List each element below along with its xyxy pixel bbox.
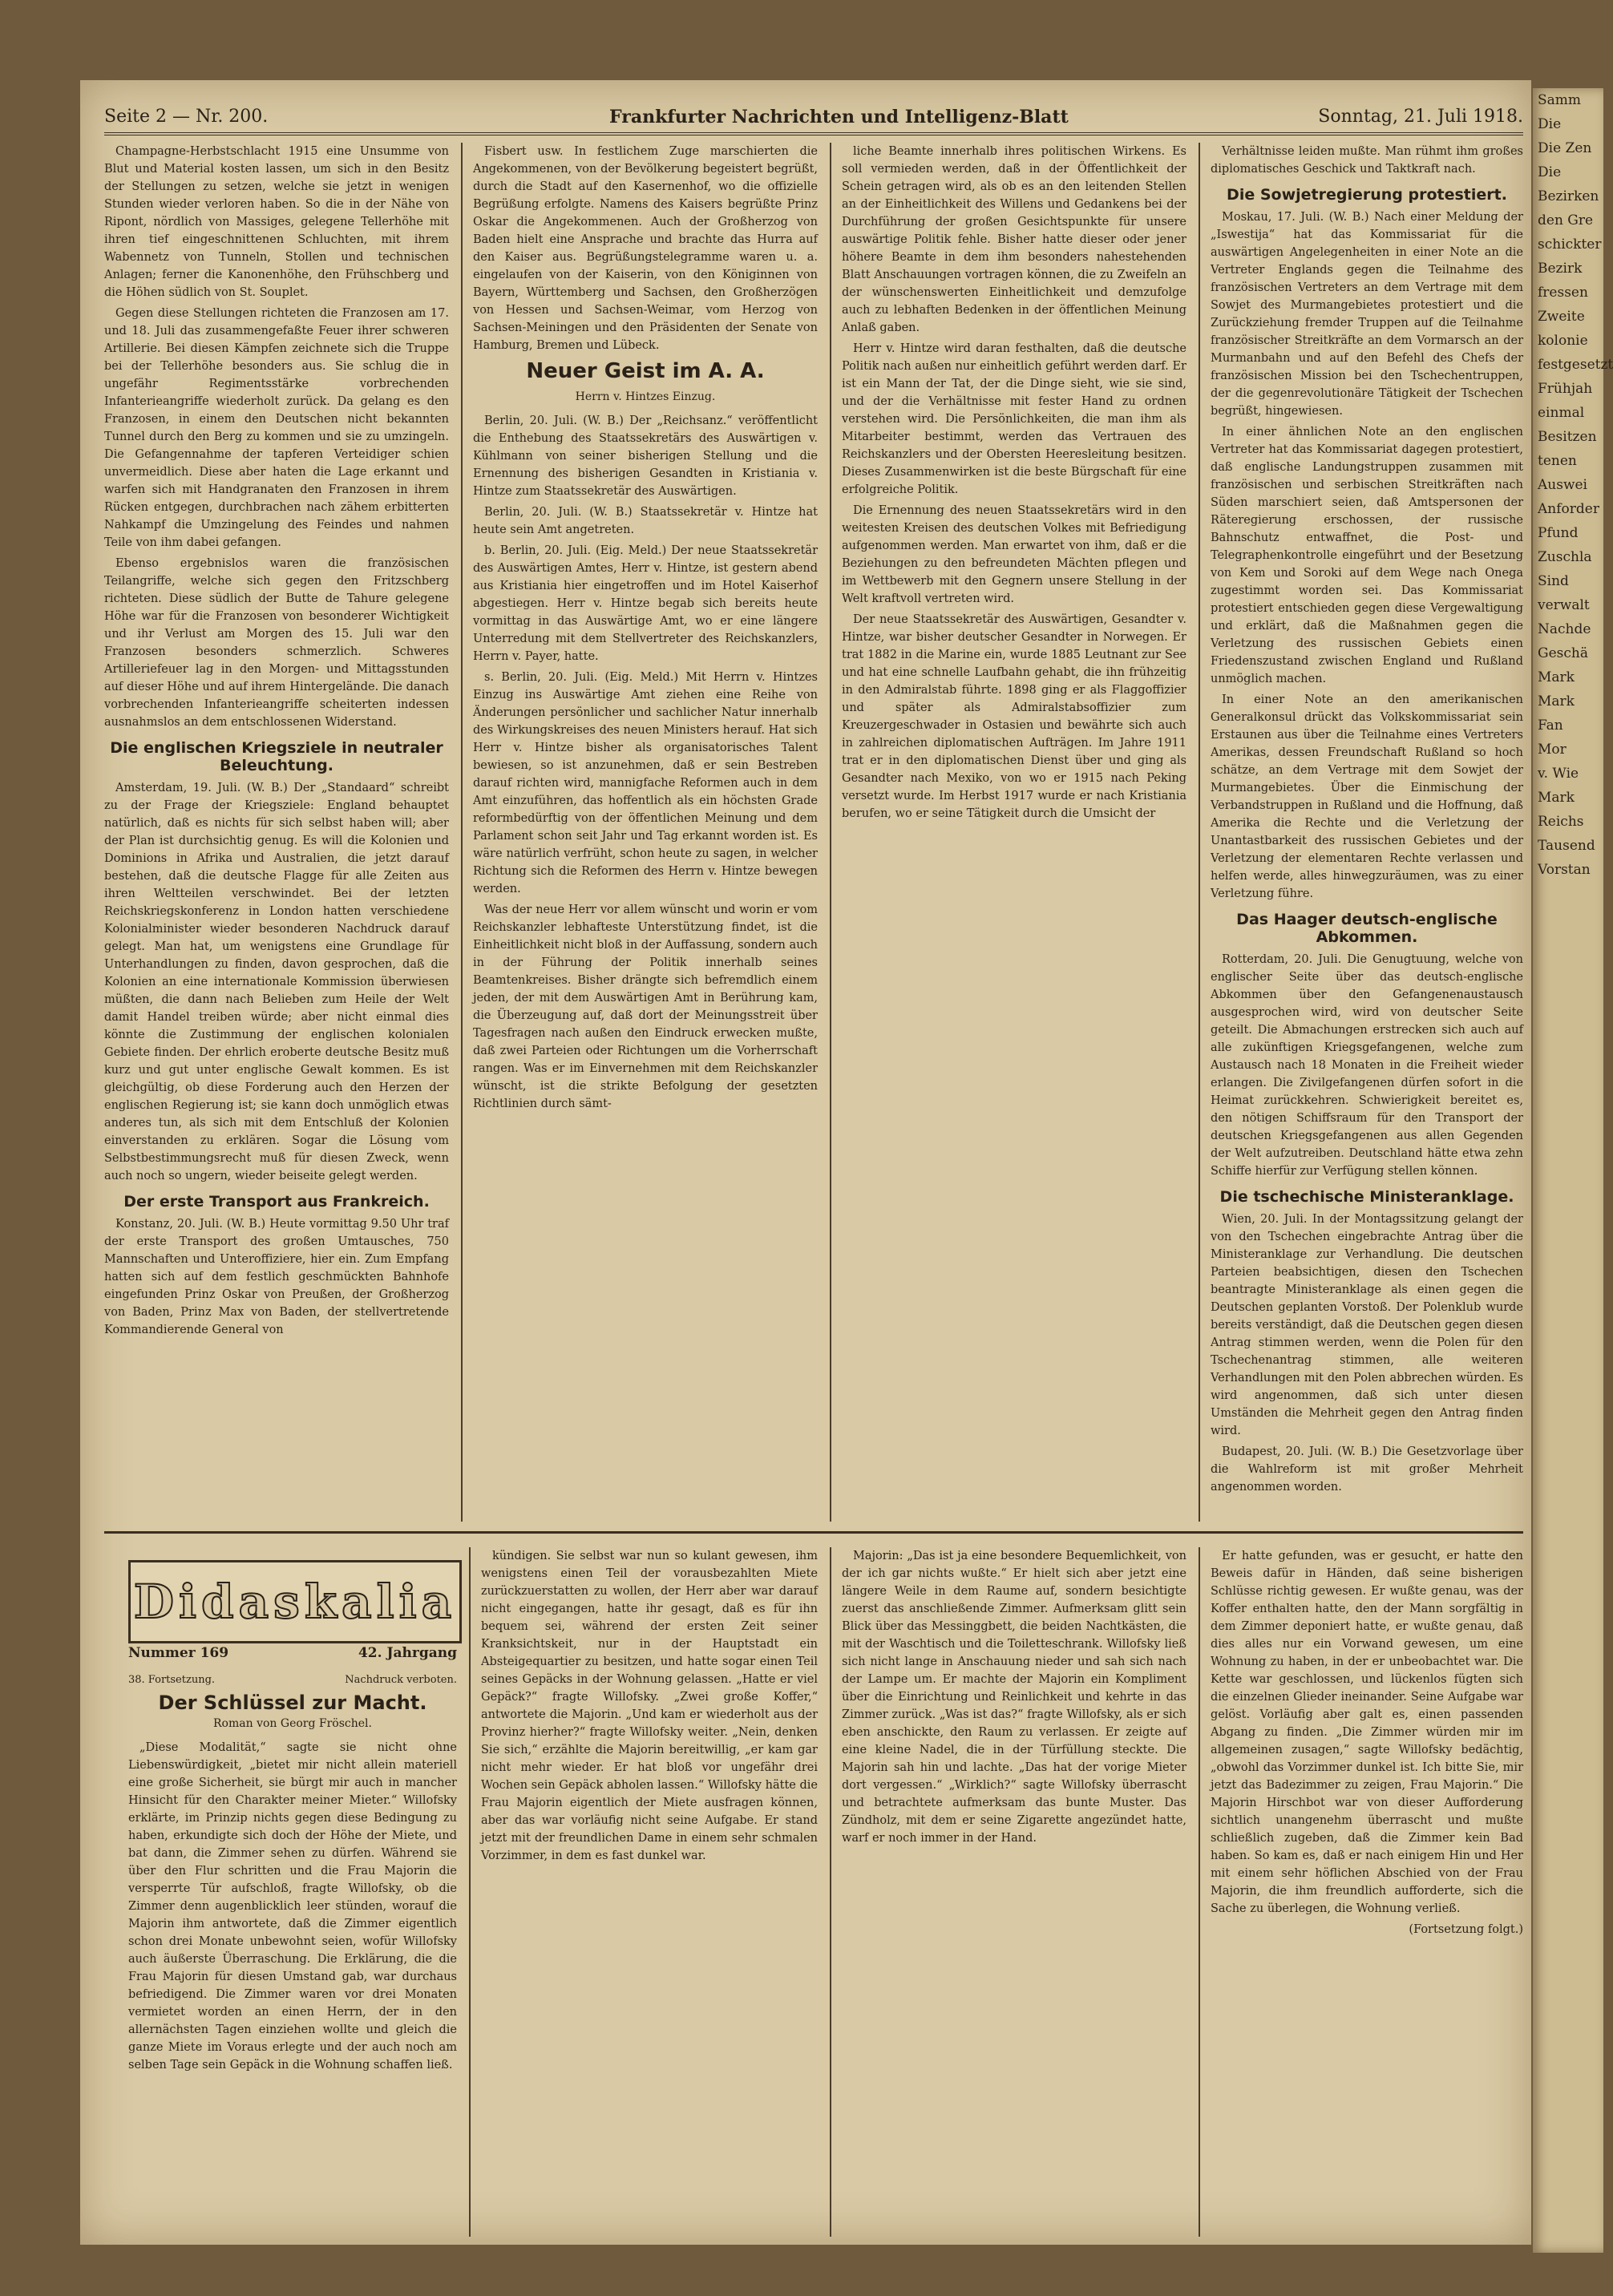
- article-paragraph: Champagne-Herbstschlacht 1915 eine Unsumme von Blut und Material kosten lassen, um sich in den Besitz der Stellungen zu setzen, welche sie jetzt in wenigen Stunden wieder verloren haben. So die in der Nähe von Ripont, nördlich von Massiges, gelegene Tellerhöhe mit ihren tief eingeschnittenen Schluchten, mit ihrem Wabennetz von Tunneln, Stollen und technischen Anlagen; ferner die Kanonenhöhe, den Frühschberg und die Höhen südlich von St. Souplet.: [104, 145, 449, 299]
- strip-line: schickter: [1538, 236, 1602, 253]
- article-paragraph: Amsterdam, 19. Juli. (W. B.) Der „Standaard“ schreibt zu der Frage der Kriegsziele: England behauptet natürlich, daß es nichts für sich selbst haben will; aber der Plan ist durchsichtig genug. Es will die Kolonien und Dominions in Afrika und Australien, die jetzt darauf bestehen, daß die deutsche Flagge für alle Zeiten aus ihren Weltteilen verschwindet. Bei der letzten Reichskriegskonferenz in London hatten verschiedene Kolonialminister wieder besonderen Nachdruck darauf gelegt. Man hat, um wenigstens eine Grundlage für Unterhandlungen zu finden, davon gesprochen, daß die Kolonien an eine internationale Kommission überwiesen müßten, die dann nach Belieben zum Heile der Welt damit Handel treiben würde; aber nicht einmal dies könnte die Zustimmung der englischen kolonialen Gebiete finden. Der ehrlich eroberte deutsche Besitz muß kurz und gut unter englische Gewalt kommen. Es ist gleichgültig, ob diese Forderung auch den Herzen der englischen Regierung ist; sie kann doch unmöglich etwas anderes tun, als sich mit dem Entschluß der Kolonien einverstanden zu erklären. Sogar die Lösung vom Selbstbestimmungsrecht muß für diesen Zweck, wenn auch noch so ungern, wieder beiseite gelegt werden.: [104, 782, 449, 1182]
- article-paragraph: In einer Note an den amerikanischen Generalkonsul drückt das Volkskommissariat sein Erstaunen aus über die Teilnahme eines Vertreters Amerikas, dessen Freundschaft Rußland so hoch schätze, an dem Vertrage mit dem Sowjet der Murmangebietes. Über die Einmischung der Verbandstruppen in Rußland und die Hoffnung, daß Amerika die Rechte und die Verletzung der Unantastbarkeit des russischen Gebietes und der Verletzung der elementaren Rechte verlassen und helfen werde, alles hinwegzuräumen, was zu einer Verletzung führe.: [1211, 693, 1523, 900]
- strip-line: Zuschla: [1538, 549, 1592, 565]
- headline-haager-abkommen: Das Haager deutsch-englische Abkommen.: [1236, 911, 1498, 946]
- article-paragraph: Rotterdam, 20. Juli. Die Genugtuung, welche von englischer Seite über das deutsch-englische Abkommen über den Gefangenenaustausch ausgesprochen wird, wird von deutscher Seite geteilt. Die Abmachungen erstrecken sich auch auf alle zukünftigen Kriegsgefangenen, welche zum Austausch nach 18 Monaten in die Freiheit wieder erlangen. Die Zivilgefangenen dürfen sofort in die Heimat zurückkehren. Schwierigkeit bereitet es, den nötigen Schiffsraum für den Transport der deutschen Kriegsgefangenen aus allen Gegenden der Welt aufzutreiben. Deutschland hätte etwa zehn Schiffe hierfür zur Verfügung stellen können.: [1211, 953, 1523, 1178]
- strip-line: Zweite: [1538, 309, 1585, 325]
- strip-line: Die: [1538, 116, 1562, 132]
- strip-line: Geschä: [1538, 645, 1588, 661]
- didaskalia-title: Didaskalia: [128, 1560, 462, 1643]
- strip-line: Mor: [1538, 742, 1567, 758]
- column-2: [473, 143, 818, 1522]
- story-paragraph: „Diese Modalität,“ sagte sie nicht ohne Liebenswürdigkeit, „bietet mir nicht allein materiell eine große Sicherheit, sie bürgt mir auch in mancher Hinsicht für den Charakter meiner Mieter.“ Willofsky erklärte, im Prinzip nichts gegen diese Bedingung zu haben, erkundigte sich doch der Höhe der Miete, und bat dann, die Zimmer sehen zu dürfen. Während sie über den Flur schritten und die Frau Majorin die versperrte Tür aufschloß, fragte Willofsky, ob die Zimmer denn augenblicklich leer stünden, worauf die Majorin ihm antwortete, daß die Zimmer eigentlich schon drei Monate unbewohnt seien, wofür Willofsky auch äußerste Überraschung. Die Erklärung, die die Frau Majorin für diesen Umstand gab, war durchaus befriedigend. Die Zimmer waren vor drei Monaten vermietet worden an einen Herrn, der in den allernächsten Tagen einziehen wollte und gleich die ganze Miete im Voraus erlegte und der auch noch am selben Tage sein Gepäck in die Wohnung schaffen ließ.: [128, 1741, 457, 2072]
- feuilleton-column-2: [481, 1547, 818, 2237]
- strip-line: den Gre: [1538, 212, 1594, 228]
- column-rule: [830, 143, 831, 1522]
- strip-line: Mark: [1538, 790, 1575, 806]
- strip-line: Pfund: [1538, 525, 1579, 541]
- column-4: [1211, 143, 1523, 1522]
- article-paragraph: Moskau, 17. Juli. (W. B.) Nach einer Meldung der „Iswestija“ hat das Kommissariat für die auswärtigen Angelegenheiten in einer Note an die Vertreter Englands gegen die Teilnahme des französischen Vertreters an dem Vertrage mit dem Sowjet des Murmangebietes protestiert und die Zurückziehung fremder Truppen auf die Teilnahme französischer Streitkräfte an dem Vormarsch an der Murmanbahn und auf den Befehl des Chefs der französischen Mission bei den Tschechentruppen, der die gegenrevolutionäre Tätigkeit der Tschechen begrüßt, hingewiesen.: [1211, 211, 1523, 418]
- headline-neuer-geist: Neuer Geist im A. A.: [526, 359, 765, 383]
- column-rule: [461, 143, 463, 1522]
- article-paragraph: liche Beamte innerhalb ihres politischen Wirkens. Es soll vermieden werden, daß in der Öffentlichkeit der Schein getragen wird, als ob es an den leitenden Stellen an der Einheitlichkeit des Willens und Gedankens bei der Durchführung der großen Gesichtspunkte für unsere auswärtige Politik fehle. Bisher hatte dieser oder jener höhere Beamte in dem ihm besonders nahestehenden Blatt Anschauungen vortragen können, die zu Zweifeln an der wünschenswerten Einheitlichkeit und demzufolge auch zu lebhaften Bedenken in der öffentlichen Meinung Anlaß gaben.: [842, 145, 1187, 334]
- feuilleton-column-4: [1211, 1547, 1523, 2237]
- issue-date: Sonntag, 21. Juli 1918.: [1318, 107, 1523, 127]
- reprint-notice: Nachdruck verboten.: [345, 1674, 457, 1686]
- article-paragraph: Gegen diese Stellungen richteten die Franzosen am 17. und 18. Juli das zusammengefaßte Feuer ihrer schweren Artillerie. Bei diesen Kämpfen zeichnete sich die Truppe bei der Tellerhöhe besonders aus. Sie schlug die in ungefähr Regimentsstärke vorbrechenden Infanterieangriffe wiederholt zurück. Da gelang es den Franzosen, in einem den Deutschen nicht bekannten Tunnel durch den Berg zu kommen und sie zu umzingeln. Die Gefangennahme der tapferen Verteidiger schien unvermeidlich. Diese aber haten die Lage erkannt und warfen sich mit Handgranaten den Franzosen in ihrem Rücken entgegen, durchbrachen nach zähem erbitterten Nahkampf die Umzingelung des Feindes und nahmen Teile von ihm dabei gefangen.: [104, 307, 449, 549]
- strip-line: Besitzen: [1538, 429, 1597, 445]
- adjacent-page-strip: [1533, 88, 1613, 2253]
- continuation-note: (Fortsetzung folgt.): [1409, 1923, 1523, 1936]
- masthead-bar: [104, 100, 1523, 135]
- article-paragraph: Verhältnisse leiden mußte. Man rühmt ihm großes diplomatisches Geschick und Taktkraft nach.: [1211, 145, 1523, 176]
- story-paragraph: kündigen. Sie selbst war nun so kulant gewesen, ihm wenigstens einen Teil der vorausbezahlten Miete zurückzuerstatten zu wollen, der Herr aber war darauf nicht eingegangen, hatte ihr gesagt, daß es für ihn bequem sei, während der ersten Zeit seiner Kranksichtskeit, nur in der Hauptstadt ein Absteigequartier zu besitzen, und hatte sogar einen Teil seines Gepäcks in der Wohnung gelassen. „Hatte er viel Gepäck?“ fragte Willofsky. „Zwei große Koffer,“ antwortete die Majorin. „Und kam er wiederholt aus der Provinz hierher?“ fragte Willofsky weiter. „Nein, denken Sie sich,“ erzählte die Majorin bereitwillig, „er kam gar nicht mehr wieder. Er hat bloß vor ungefähr drei Wochen sein Gepäck abholen lassen.“ Willofsky hätte die Frau Majorin eigentlich der Miete ausfragen können, aber das war vorläufig nicht seine Aufgabe. Er stand jetzt mit der freundlichen Dame in einem sehr schmalen Vorzimmer, in dem es fast dunkel war.: [481, 1550, 818, 1862]
- article-paragraph: Wien, 20. Juli. In der Montagssitzung gelangt der von den Tschechen eingebrachte Antrag über die Ministeranklage zur Verhandlung. Die deutschen Parteien beabsichtigen, diesen den Tschechen beantragte Ministeranklage als einen gegen die Deutschen geplanten Vorstoß. Der Polenklub wurde bereits verständigt, daß die Deutschen gegen diesen Antrag stimmen werden, wenn die Polen für den Tschechenantrag stimmen, alle weiteren Verhandlungen mit den Polen abbrechen würden. Es wird angenommen, daß sich unter diesen Umständen die Mehrheit gegen den Antrag finden wird.: [1211, 1213, 1523, 1437]
- strip-line: fressen: [1538, 285, 1588, 301]
- article-paragraph: s. Berlin, 20. Juli. (Eig. Meld.) Mit Herrn v. Hintzes Einzug ins Auswärtige Amt ziehen eine Reihe von Änderungen persönlicher und sachlicher Natur innerhalb des Wirkungskreises des neuen Ministers herauf. Hat sich Herr v. Hintze bisher als organisatorisches Talent bewiesen, so ist anzunehmen, daß er sein Bestreben darauf richten wird, mannigfache Reformen auch in dem Amt einzuführen, das hoffentlich als ein höchsten Grade reformbedürftig von der öffentlichen Meinung und dem Parlament schon seit Jahr und Tag erkannt worden ist. Es wäre natürlich verfrüht, schon heute zu sagen, in welcher Richtung sich die Reformen des Herrn v. Hintze bewegen werden.: [473, 671, 818, 895]
- strip-line: Auswei: [1538, 477, 1587, 493]
- strip-line: Reichs: [1538, 814, 1584, 830]
- strip-line: Fan: [1538, 718, 1563, 734]
- strip-line: Bezirk: [1538, 261, 1583, 277]
- strip-line: Tausend: [1538, 838, 1595, 854]
- article-paragraph: Fisbert usw. In festlichem Zuge marschierten die Angekommenen, von der Bevölkerung begeistert begrüßt, durch die Stadt auf den Kasernenhof, wo die offizielle Begrüßung erfolgte. Namens des Kaisers begrüßte Prinz Oskar die Angekommenen. Auch der Großherzog von Baden hielt eine Ansprache und brachte das Hurra auf den Kaiser aus. Begrüßungstelegramme waren u. a. eingelaufen von der Kaiserin, von den Königinnen von Bayern, Württemberg und Sachsen, den Großherzögen von Hessen und Sachsen-Weimar, vom Herzog von Sachsen-Meiningen und den Präsidenten der Senate von Hamburg, Bremen und Lübeck.: [473, 145, 818, 352]
- column-rule: [830, 1547, 831, 2237]
- serial-note: [128, 1671, 457, 1691]
- strip-line: Anforder: [1538, 501, 1599, 517]
- story-paragraph: Majorin: „Das ist ja eine besondere Bequemlichkeit, von der ich gar nichts wußte.“ Er hielt sich aber jetzt eine längere Weile in dem Raume auf, sondern besichtigte zuerst das anschließende Zimmer. Aufmerksam glitt sein Blick über das Messinggbett, die beiden Nachtkästen, die mit der Waschtisch und die Toiletteschrank. Willofsky ließ sich nicht lange in Anschauung nieder und sah sich nach der Lampe um. Er machte der Majorin ein Kompliment über die Einrichtung und Reinlichkeit und kehrte in das Zimmer zurück. „Was ist das?“ fragte Willofsky, als er sich eben anschickte, den Raum zu verlassen. Er zeigte auf eine kleine Nadel, die in der Türfüllung steckte. Die Majorin sah hin und lachte. „Das hat der vorige Mieter dort vergessen.“ „Wirklich?“ sagte Willofsky überrascht und betrachtete aufmerksam das bunte Muster. Das Zündholz, mit dem er seine Zigarette angezündet hatte, warf er noch immer in der Hand.: [842, 1550, 1187, 1845]
- article-paragraph: Herr v. Hintze wird daran festhalten, daß die deutsche Politik nach außen nur einheitlich geführt werden darf. Er ist ein Mann der Tat, der die Dinge sieht, wie sie sind, und der die Verhältnisse mit fester Hand zu ordnen verstehen wird. Die Persönlichkeiten, die man ihm als Mitarbeiter bestimmt, werden das Vertrauen des Reichskanzlers und der Obersten Heeresleitung besitzen. Dieses Zusammenwirken ist die beste Bürgschaft für eine erfolgreiche Politik.: [842, 342, 1187, 496]
- page-number: Seite 2 — Nr. 200.: [104, 107, 269, 127]
- strip-line: verwalt: [1538, 597, 1590, 613]
- strip-line: Nachde: [1538, 621, 1591, 637]
- strip-line: festgesetzt: [1538, 357, 1613, 373]
- subheadline: Herrn v. Hintzes Einzug.: [575, 390, 716, 403]
- strip-line: Frühjah: [1538, 381, 1593, 397]
- strip-line: Mark: [1538, 669, 1575, 685]
- article-paragraph: Die Ernennung des neuen Staatssekretärs wird in den weitesten Kreisen des deutschen Volkes mit Befriedigung aufgenommen werden. Man erwartet von ihm, daß er die Beziehungen zu den befreundeten Mächten pflegen und im Wettbewerb mit den Gegnern unsere Stellung in der Welt kraftvoll vertreten wird.: [842, 504, 1187, 605]
- article-paragraph: In einer ähnlichen Note an den englischen Vertreter hat das Kommissariat dagegen protestiert, daß englische Landungstruppen zusammen mit französischen und serbischen Streitkräften nach Süden marschiert seien, daß Amtspersonen der Räteregierung erschossen, der russische Bahnschutz entwaffnet, die Post- und Telegraphenkontrolle eingeführt und der Besetzung von Kem und Soroki auf dem Wege nach Onega zugestimmt worden sei. Das Kommissariat protestiert entschieden gegen diese Vergewaltigung und erklärt, daß die Maßnahmen gegen die Verletzung des russischen Gebiets einen Friedenszustand zwischen England und Rußland unmöglich machen.: [1211, 426, 1523, 685]
- feuilleton-divider: [104, 1531, 1523, 1534]
- strip-line: kolonie: [1538, 333, 1588, 349]
- article-paragraph: Was der neue Herr vor allem wünscht und worin er vom Reichskanzler lebhafteste Unterstützung findet, ist die Einheitlichkeit nicht bloß in der Auffassung, sondern auch in der Führung der Politik innerhalb seines Beamtenkreises. Bisher drängte sich befremdlich einem jeden, der mit dem Auswärtigen Amt in Berührung kam, die Überzeugung auf, daß dort der Meinungsstreit über Tagesfragen nach außen den Eindruck erwecken mußte, daß zwei Parteien oder Richtungen um die Vorherrschaft rangen. Was er im Einvernehmen mit dem Reichskanzler wünscht, ist die strikte Befolgung der gesetzten Richtlinien durch sämt-: [473, 903, 818, 1110]
- strip-line: v. Wie: [1538, 766, 1579, 782]
- story-author: Roman von Georg Fröschel.: [213, 1717, 372, 1730]
- strip-line: Samm: [1538, 92, 1582, 108]
- story-title: Der Schlüssel zur Macht.: [158, 1692, 427, 1714]
- article-paragraph: Konstanz, 20. Juli. (W. B.) Heute vormittag 9.50 Uhr traf der erste Transport des großen Umtausches, 750 Mannschaften und Unteroffiziere, hier ein. Zum Empfang hatten sich auf dem festlich geschmückten Bahnhofe eingefunden Prinz Oskar von Preußen, der Großherzog von Baden, Prinz Max von Baden, der stellvertretende Kommandierende General von: [104, 1218, 449, 1336]
- newspaper-title: Frankfurter Nachrichten und Intelligenz-Blatt: [609, 107, 1069, 127]
- strip-line: Die: [1538, 164, 1562, 180]
- headline-ministeranklage: Die tschechische Ministeranklage.: [1219, 1188, 1514, 1206]
- article-paragraph: Der neue Staatssekretär des Auswärtigen, Gesandter v. Hintze, war bisher deutscher Gesandter in Norwegen. Er trat 1882 in die Marine ein, wurde 1885 Leutnant zur See und hat eine schnelle Laufbahn gehabt, die ihn frühzeitig in den Admiralstab führte. 1898 ging er als Flaggoffizier und später als Admiralstabsoffizier zum Kreuzergeschwader in Ostasien und bewährte sich auch in zahlreichen diplomatischen Aufträgen. Im Jahre 1911 trat er in den diplomatischen Dienst über und ging als Gesandter nach Mexiko, von wo er 1915 nach Peking versetzt wurde. Im Herbst 1917 wurde er nach Kristiania berufen, wo er seine Tätigkeit durch die Umsicht der: [842, 613, 1187, 820]
- volume-year: 42. Jahrgang: [358, 1645, 457, 1661]
- article-paragraph: Budapest, 20. Juli. (W. B.) Die Gesetzvorlage über die Wahlreform ist mit großer Mehrheit angenommen worden.: [1211, 1445, 1523, 1494]
- article-paragraph: Ebenso ergebnislos waren die französischen Teilangriffe, welche sich gegen den Fritzschberg richteten. Diese südlich der Butte de Tahure gelegene Höhe war für die Franzosen von besonderer Wichtigkeit und ihr Verlust am Morgen des 15. Juli war den Franzosen besonders schmerzlich. Schweres Artilleriefeuer lag in den Morgen- und Mittagsstunden auf dieser Höhe und auf ihrem Hintergelände. Die danach vorbrechenden Infanterieangriffe scheiterten indessen ausnahmslos an dem entschlossenen Widerstand.: [104, 557, 449, 729]
- strip-line: einmal: [1538, 405, 1585, 421]
- article-paragraph: b. Berlin, 20. Juli. (Eig. Meld.) Der neue Staatssekretär des Auswärtigen Amtes, Herr v. Hintze, ist gestern abend aus Kristiania hier eingetroffen und im Hotel Kaiserhof abgestiegen. Herr v. Hintze begab sich bereits heute vormittag in das Auswärtige Amt, wo er eine längere Unterredung mit dem Stellvertreter des Reichskanzlers, Herrn v. Payer, hatte.: [473, 544, 818, 663]
- article-paragraph: Berlin, 20. Juli. (W. B.) Staatssekretär v. Hintze hat heute sein Amt angetreten.: [473, 506, 818, 536]
- column-rule: [1199, 143, 1200, 1522]
- headline-kriegsziele: Die englischen Kriegsziele in neutraler Beleuchtung.: [110, 739, 443, 774]
- story-paragraph: Er hatte gefunden, was er gesucht, er hatte den Beweis dafür in Händen, daß seine bisherigen Schlüsse richtig gewesen. Er wußte genau, was der Koffer enthalten hatte, den der Mann sorgfältig in dem Zimmer deponiert hatte, er wußte genau, daß dies alles nur ein Vorwand gewesen, um eine Wohnung zu haben, in der er unbeobachtet war. Die Kette war geschlossen, und lückenlos fügten sich die einzelnen Glieder ineinander. Seine Aufgabe war gelöst. Vorläufig aber galt es, einen passenden Abgang zu finden. „Die Zimmer würden mir im allgemeinen zusagen,“ sagte Willofsky bedächtig, „obwohl das Vorzimmer dunkel ist. Ich bitte Sie, mir jetzt das Badezimmer zu zeigen, Frau Majorin.“ Die Majorin Hirschbot war von dieser Aufforderung sichtlich unangenehm überrascht und mußte schließlich zugeben, daß die Zimmer kein Bad haben. So kam es, daß er nach einigem Hin und Her mit einem sehr höflichen Abschied von der Frau Majorin, die ihm freundlich aufforderte, sich die Sache zu überlegen, die Wohnung verließ.: [1211, 1550, 1523, 1915]
- article-paragraph: Berlin, 20. Juli. (W. B.) Der „Reichsanz.“ veröffentlicht die Enthebung des Staatssekretärs des Auswärtigen v. Kühlmann von seiner bisherigen Stellung und die Ernennung des bisherigen Gesandten in Kristiania v. Hintze zum Staatssekretär des Auswärtigen.: [473, 414, 818, 498]
- feuilleton-column-3: [842, 1547, 1187, 2237]
- issue-number: Nummer 169: [128, 1645, 229, 1661]
- strip-line: Sind: [1538, 573, 1569, 589]
- strip-line: Bezirken: [1538, 188, 1599, 204]
- strip-line: Die Zen: [1538, 140, 1592, 156]
- column-1: [104, 143, 449, 1522]
- headline-sowjet: Die Sowjetregierung protestiert.: [1227, 186, 1507, 204]
- headline-transport: Der erste Transport aus Frankreich.: [123, 1193, 430, 1211]
- strip-line: tenen: [1538, 453, 1577, 469]
- column-rule: [469, 1547, 471, 2237]
- installment-number: 38. Fortsetzung.: [128, 1674, 216, 1686]
- strip-line: Vorstan: [1538, 862, 1591, 878]
- column-rule: [1199, 1547, 1200, 2237]
- column-3: [842, 143, 1187, 1522]
- feuilleton-column-1: [128, 1671, 457, 2233]
- strip-line: Mark: [1538, 693, 1575, 709]
